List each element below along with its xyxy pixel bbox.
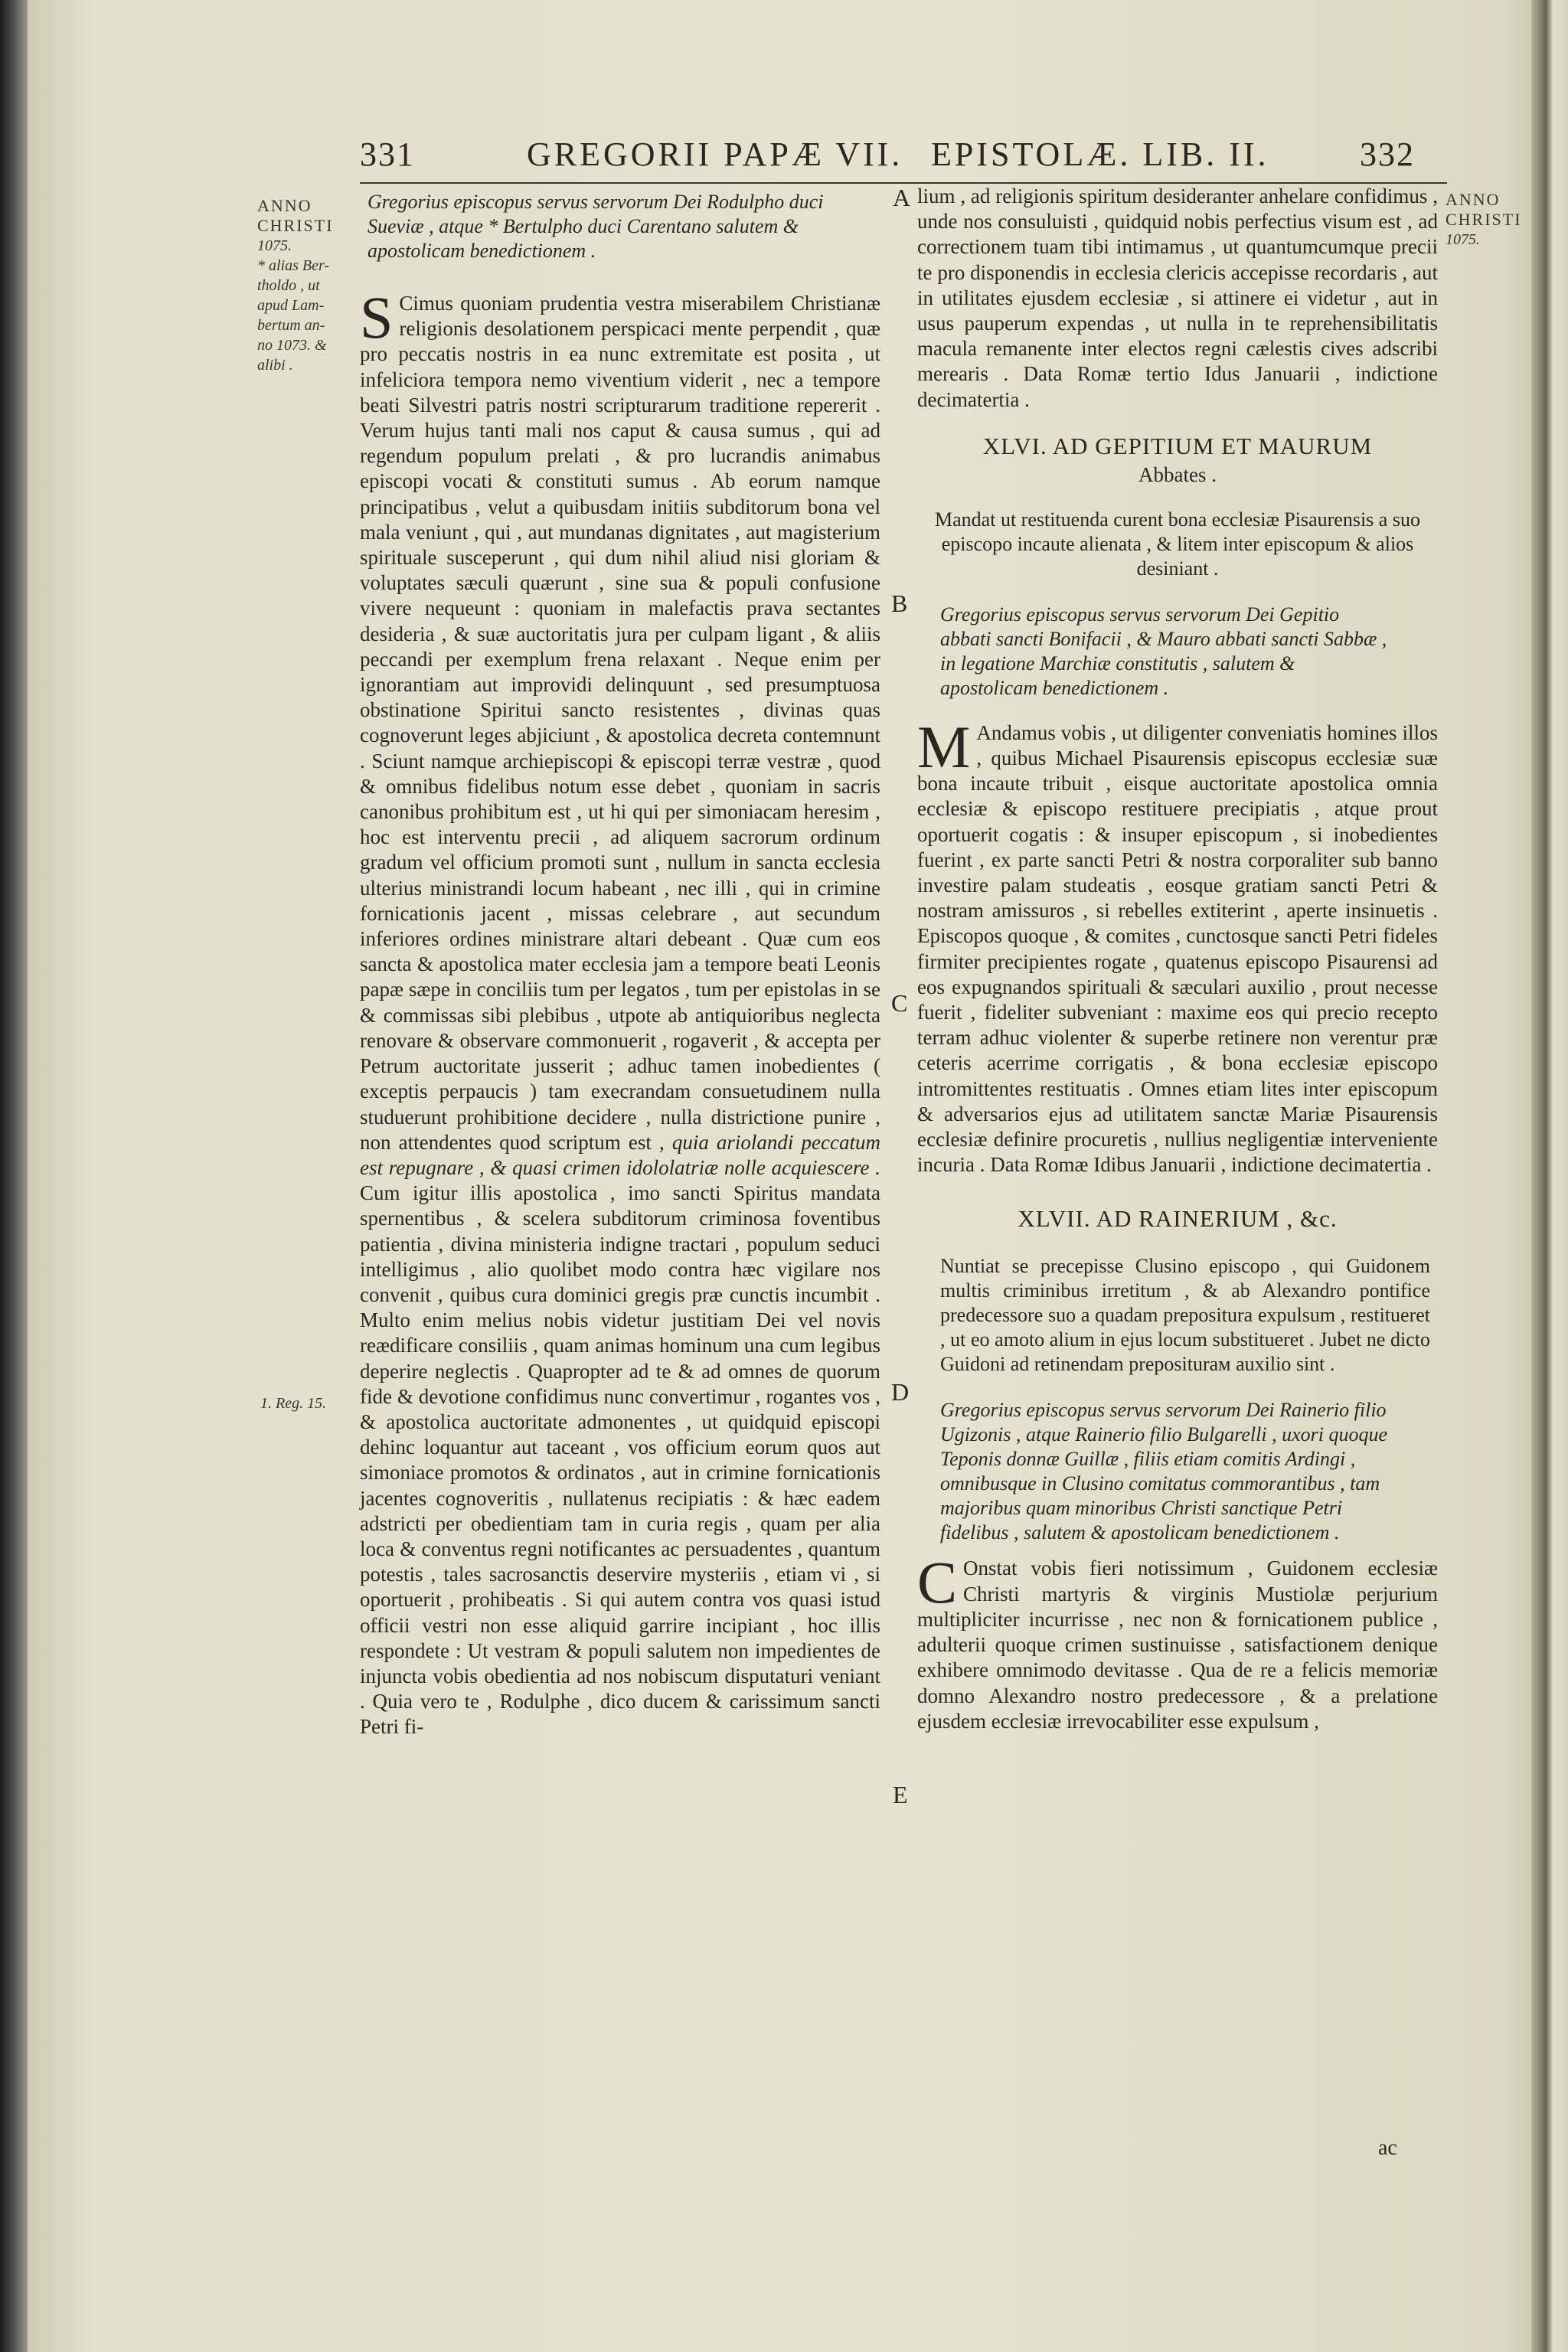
margin-note-line: apud Lam- <box>257 297 325 314</box>
right-column <box>917 181 1438 1734</box>
running-title-right: EPISTOLÆ. LIB. II. <box>931 136 1269 173</box>
page-number-right: 332 <box>1360 136 1415 173</box>
drop-cap: M <box>917 713 971 780</box>
letter-greeting-47: Gregorius episcopus servus servorum Dei Rainerio filio Ugizonis , atque Rainerio filio Bulgarelli , uxori quoque Teponis donnæ Guillæ , filiis etiam comitis Ardingi , omnibusque in Clusino comitatus commorantibus , tam majoribus quam minoribus Christi sanctique Petri fidelibus , salutem & apostolicam benedictionem . <box>940 1399 1387 1544</box>
scan-gutter <box>0 0 28 2352</box>
margin-anno: ANNO <box>257 196 312 215</box>
section-letter-a: A <box>893 184 911 211</box>
margin-note-line: bertum an- <box>257 317 325 334</box>
letter-body-47 <box>917 1549 1438 1733</box>
letter-heading-46-sub: Abbates . <box>1138 462 1217 486</box>
margin-reference: 1. Reg. 15. <box>260 1395 327 1412</box>
page-number-left: 331 <box>360 136 415 173</box>
letter-body-46 <box>917 713 1438 1178</box>
letter-greeting: Gregorius episcopus servus servorum Dei Rodulpho duci Sueviæ , atque * Bertulpho duci Carentano salutem & apostolicam benedictionem . <box>368 191 824 262</box>
drop-cap: C <box>917 1549 958 1616</box>
running-title-left: GREGORII PAPÆ VII. <box>527 136 903 173</box>
letter-heading-47: XLVII. AD RAINERIUM , &c. <box>1018 1205 1338 1233</box>
letter-heading-46: XLVI. AD GEPITIUM ET MAURUM <box>982 432 1373 459</box>
letter-body-text: Cimus quoniam prudentia vestra miserabilem Christianæ religionis desolationem perspicaci mente perpendit , quæ pro peccatis nostris in ea nunc extremitate est posita , ut infeliciora tempora nemo viventium viderit , nec a tempore beati Silvestri patris nostri scripturarum traditione repererit . Verum hujus tanti mali nos caput & causa sumus , qui ad regendum populum prelati , & pro lucrandis animabus episcopi vocati & constituti sumus . Ab eorum namque principatibus , velut a quibusdam initiis subditorum bona vel mala veniunt , qui , aut mundanas dignitates , aut magisterium spirituale susceperunt , qui dum nihil aliud nisi gloriam & voluptates sæculi quærunt , sine sua & populi confusione vivere nequeunt : quoniam in malefactis prava sectantes desideria , & suæ auctoritatis jura per culpam ligant , & aliis peccandi per exemplum frena relaxant . Neque enim per ignorantiam aut improvidi delinquunt , sed presumptuosa obstinatione Spiritui sancto resistentes , divinas quas cognoverunt leges abjiciunt , & apostolica decreta contemnunt . Sciunt namque archiepiscopi & episcopi terræ vestræ , quod & omnibus fidelibus notum esse debet , quoniam in sacris canonibus prohibitum est , ut hi qui per simoniacam heresim , hoc est interventu precii , ad aliquem sacrorum ordinum gradum vel officium promoti sunt , nullum in sancta ecclesia ulterius ministrandi locum habeant , nec illi , qui in crimine fornicationis jacent , missas celebrare , aut secundum inferiores ordines ministrare altari debeant . Quæ cum eos sancta & apostolica mater ecclesia jam a tempore beati Leonis papæ sæpe in conciliis tum per legatos , tum per epistolas in se & commissas sibi plebibus , utpote ab antiquioribus neglecta renovare & observare commonuerit , rogaverit , & accepta per Petrum auctoritate jusserit ; adhuc tamen inobedientes ( exceptis perpaucis ) tam execrandam consuetudinem nulla studuerunt prohibitione decidere , nulla districtione punire , non attendentes quod scriptum est , <box>360 292 880 1154</box>
letter-greeting-46: Gregorius episcopus servus servorum Dei Gepitio abbati sancti Bonifacii , & Mauro abbati sancti Sabbæ , in legatione Marchiæ constitutis , salutem & apostolicam benedictionem . <box>940 603 1387 699</box>
margin-year: 1075. <box>257 237 292 254</box>
margin-year: 1075. <box>1446 231 1480 248</box>
margin-note-line: no 1073. & <box>257 337 327 354</box>
margin-note-line: alibi . <box>257 357 293 374</box>
section-letter-c: C <box>891 989 908 1017</box>
letter-body-47-text: Onstat vobis fieri notissimum , Guidonem ecclesiæ Christi martyris & virginis Mustiolæ perjurium multipliciter incurrisse , nec non & fornicationem publice , adulterii quoque crimen sustinuisse , satisfactionem denique exhibere omnimodo devitasse . Qua de re a felicis memoriæ domno Alexandro nostro predecessore , & a prelatione ejusdem ecclesiæ irrevocabiliter esse expulsum , <box>917 1557 1438 1733</box>
margin-variant-note <box>257 256 357 375</box>
scripture-quote: quia ariolandi peccatum est repugnare , & quasi crimen idololatriæ nolle acquiescere . <box>360 1130 880 1179</box>
margin-note-line: tholdo , ut <box>257 277 320 294</box>
catchword: ac <box>1378 2136 1397 2160</box>
section-letter-e: E <box>893 1781 908 1808</box>
letter-continuation: lium , ad religionis spiritum desideranter anhelare confidimus , unde nos consuluisti , quidquid nobis perfectius visum est , ad correctionem tuam tibi intimamus , ut quantumcumque precii te pro disponendis in ecclesia clericis accepisse recordaris , aut in utilitates ejusdem ecclesiæ , si attinere ei videtur , aut in usus pauperum expendas , ut nulla in te reprehensibilitatis macula remanente inter electos regni cælestis cives adscribi merearis . Data Romæ tertio Idus Januarii , indictione decimatertia . <box>917 185 1438 411</box>
letter-summary-47: Nuntiat se precepisse Clusino episcopo , qui Guidonem multis criminibus irretitum , & ab Alexandro pontifice predecessore suo a quadam prepositura expulsum , restitueret , ut eo amoto alium in ejus locum substitueret . Jubet ne dicto Guidoni ad retinendam prepositurам auxilio sint . <box>940 1255 1430 1376</box>
letter-body-text-cont: Cum igitur illis apostolica , imo sancti Spiritus mandata spernentibus , & scelera subditorum criminosa foventibus patientia , divina ministeria indigne tractari , populum seduci intelligimus , alio quolibet modo contra hæc vigilare nos convenit , quibus cura dominici gregis præ cunctis incumbit . Multo enim melius nobis videtur justitiam Dei vel novis reædificare consiliis , quam animas hominum una cum legibus deperire neglectis . Quapropter ad te & ad omnes de quorum fide & devotione confidimus nunc convertimur , rogantes vos , & apostolica auctoritate admonentes , ut quidquid episcopi dehinc loquantur aut taceant , vos officium eorum quos aut simoniace promotos & ordinatos , aut in crimine fornicationis jacentes cognoveritis , nullatenus recipiatis : & hæc eadem adstricti per obedientiam tam in curia regis , quam per alia loca & conventus regni notificantes ac persuadentes , quantum potestis , tales sacrosanctis deservire mysteriis , etiam vi , si oportuerit , prohibeatis . Si qui autem contra vos quasi istud officii vestri non esse aliquid garrire incipiant , hoc illis respondete : Ut vestram & populi salutem non impedientes de injuncta vobis obedientia ad nos nobiscum disputaturi veniant . Quia vero te , Rodulphe , dico ducem & carissimum sancti Petri fi- <box>360 1181 880 1739</box>
margin-note-line: * alias Ber- <box>257 257 330 274</box>
page-edge <box>1531 0 1568 2352</box>
drop-cap: S <box>360 284 394 351</box>
letter-body <box>360 284 880 1740</box>
left-column <box>360 181 880 1740</box>
section-letter-d: D <box>891 1378 910 1406</box>
margin-year-left <box>257 196 357 375</box>
margin-christi: CHRISTI <box>1446 210 1522 229</box>
margin-christi: CHRISTI <box>257 216 334 235</box>
margin-anno: ANNO <box>1446 190 1501 209</box>
margin-year-right <box>1446 190 1530 250</box>
section-letter-b: B <box>891 590 908 617</box>
letter-summary-46: Mandat ut restituenda curent bona ecclesiæ Pisaurensis a suo episcopo incaute alienata , & litem inter episcopum & alios desiniant . <box>935 508 1420 580</box>
letter-body-46-text: Andamus vobis , ut diligenter conveniatis homines illos , quibus Michael Pisaurensis episcopus ecclesiæ suæ bona incaute tribuit , eisque auctoritate apostolica omnia ecclesiæ & episcopo restituere precipiatis , atque prout oportuerit cogatis : & insuper episcopum , si inobedientes fuerint , ex parte sancti Petri & nostra corporaliter sub banno investire palam studeatis , eosque gratiam sancti Petri & nostram amissuros , si rebelles extiterint , aperte insinuetis . Episcopos quoque , & comites , cunctosque sancti Petri fideles firmiter precipientes rogate , quatenus episcopo Pisaurensi ad eos expugnandos spirituali & sæculari auxilio , prout necesse fuerit , fideliter subveniant : maxime eos qui precio recepto terram adhuc violenter & superbe retinere non verentur præ ceteris acerrime corrigatis , & bona ecclesiæ episcopo intromittentes restituatis . Omnes etiam lites inter episcopum & adversarios ejus ad utilitatem sanctæ Mariæ Pisaurensis ecclesiæ definire procuretis , nullius negligentiæ interveniente incuria . Data Romæ Idibus Januarii , indictione decimatertia . <box>917 720 1438 1177</box>
